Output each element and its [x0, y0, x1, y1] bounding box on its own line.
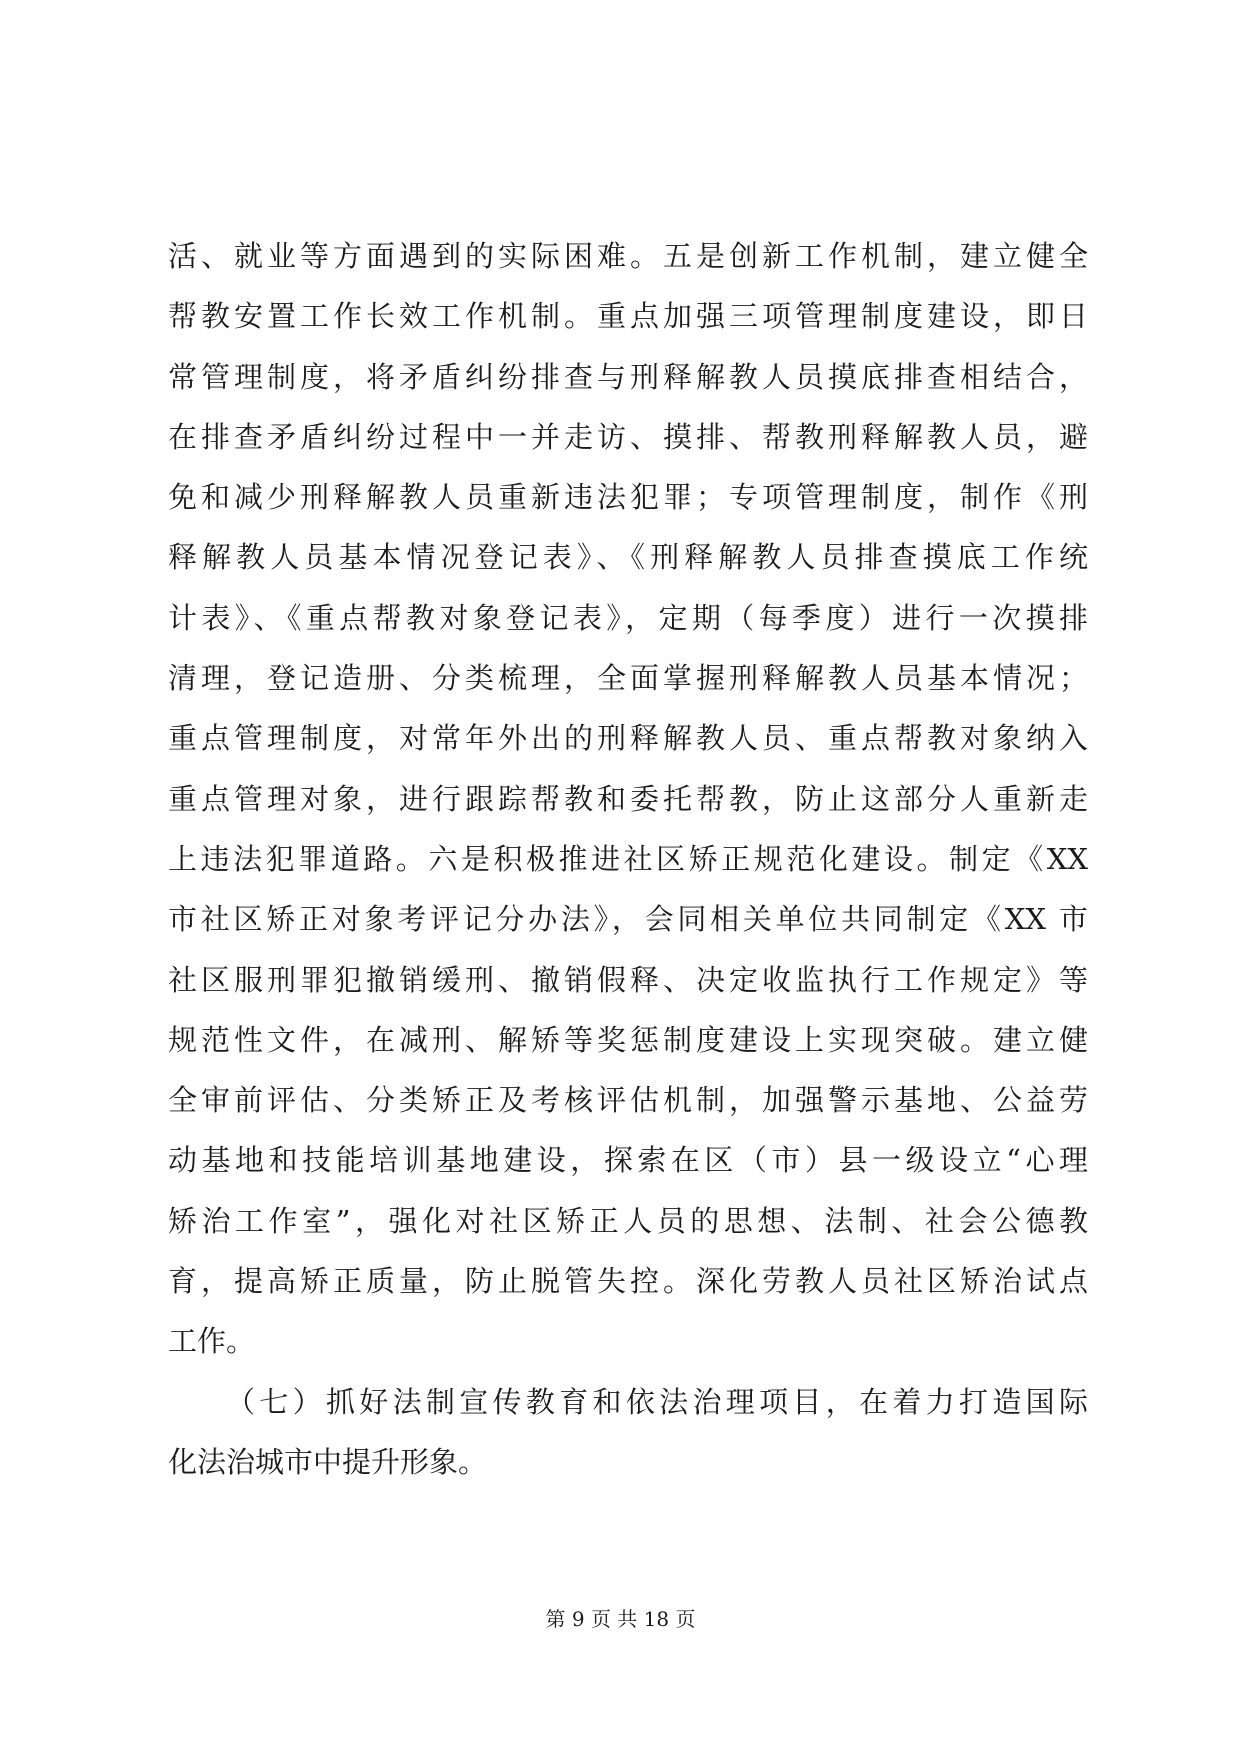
body-text	[168, 226, 1088, 1492]
paragraph-line: 全审前评估、分类矫正及考核评估机制，加强警示基地、公益劳	[168, 1083, 1088, 1118]
paragraph-line: 动基地和技能培训基地建设，探索在区（市）县一级设立“心理	[168, 1143, 1088, 1178]
paragraph-line: 工作。	[168, 1324, 256, 1359]
paragraph-line: 帮教安置工作长效工作机制。重点加强三项管理制度建设，即日	[168, 299, 1088, 334]
paragraph-line: 释解教人员基本情况登记表》、《刑释解教人员排查摸底工作统	[168, 540, 1088, 575]
paragraph-line: 活、就业等方面遇到的实际困难。五是创新工作机制，建立健全	[168, 239, 1088, 273]
paragraph-line: 重点管理制度，对常年外出的刑释解教人员、重点帮教对象纳入	[168, 721, 1088, 756]
paragraph-line: 矫治工作室”，强化对社区矫正人员的思想、法制、社会公德教	[168, 1203, 1088, 1238]
paragraph-line: 上违法犯罪道路。六是积极推进社区矫正规范化建设。制定《XX	[168, 841, 1088, 876]
paragraph-line: 市社区矫正对象考评记分办法》，会同相关单位共同制定《XX 市	[168, 902, 1088, 937]
section-heading-line: （七）抓好法制宣传教育和依法治理项目，在着力打造国际	[226, 1384, 1088, 1419]
paragraph-line: 规范性文件，在减刑、解矫等奖惩制度建设上实现突破。建立健	[168, 1022, 1088, 1057]
paragraph-line: 免和减少刑释解教人员重新违法犯罪；专项管理制度，制作《刑	[168, 480, 1088, 515]
paragraph-line: 计表》、《重点帮教对象登记表》，定期（每季度）进行一次摸排	[168, 600, 1088, 635]
paragraph-line: 育，提高矫正质量，防止脱管失控。深化劳教人员社区矫治试点	[168, 1264, 1088, 1299]
paragraph-line: 清理，登记造册、分类梳理，全面掌握刑释解教人员基本情况；	[168, 661, 1088, 696]
section-heading-line: 化法治城市中提升形象。	[168, 1444, 488, 1479]
paragraph-line: 社区服刑罪犯撤销缓刑、撤销假释、决定收监执行工作规定》等	[168, 962, 1088, 997]
paragraph-line: 在排查矛盾纠纷过程中一并走访、摸排、帮教刑释解教人员，避	[168, 419, 1088, 454]
paragraph-line: 常管理制度，将矛盾纠纷排查与刑释解教人员摸底排查相结合，	[168, 359, 1088, 394]
paragraph-line: 重点管理对象，进行跟踪帮教和委托帮教，防止这部分人重新走	[168, 781, 1088, 816]
page-number: 第 9 页 共 18 页	[545, 1607, 696, 1631]
